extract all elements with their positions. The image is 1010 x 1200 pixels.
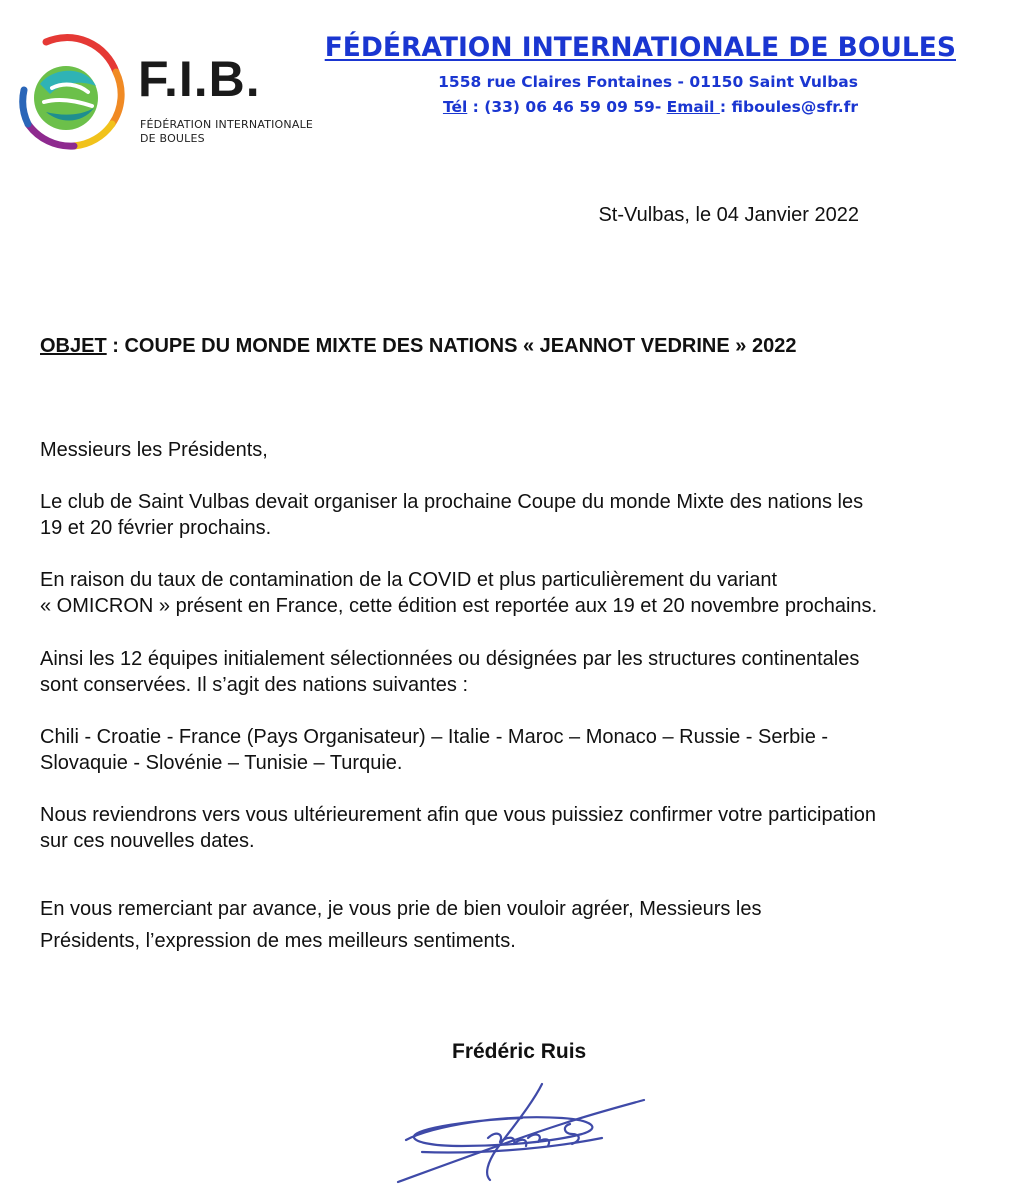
- paragraph-1: [40, 489, 995, 541]
- federation-name: FÉDÉRATION INTERNATIONALE DE BOULES: [324, 32, 956, 63]
- phone-text: : (33) 06 46 59 09 59-: [467, 98, 667, 116]
- paragraph-line: En raison du taux de contamination de la COVID et plus particulièrement du variant: [40, 569, 778, 591]
- logo-subtitle-line: DE BOULES: [140, 132, 205, 145]
- federation-contact: [443, 95, 858, 119]
- federation-address: 1558 rue Claires Fontaines - 01150 Saint Vulbas: [438, 73, 858, 91]
- letter-subject: [40, 333, 796, 359]
- closing-paragraph: [40, 893, 995, 957]
- logo-title: F.I.B.: [138, 51, 261, 107]
- paragraph-3: [40, 646, 995, 698]
- phone-label: Tél: [442, 98, 468, 116]
- subject-label: OBJET: [40, 335, 107, 357]
- paragraph-line: Présidents, l’expression de mes meilleurs sentiments.: [40, 930, 516, 952]
- subject-text: : COUPE DU MONDE MIXTE DES NATIONS « JEANNOT VEDRINE » 2022: [106, 335, 797, 357]
- logo-subtitle: [140, 118, 313, 146]
- greeting: [40, 437, 995, 463]
- paragraph-line: Ainsi les 12 équipes initialement sélectionnées ou désignées par les structures continentales: [40, 648, 860, 670]
- paragraph-line: sont conservées. Il s’agit des nations suivantes :: [40, 674, 469, 696]
- email-text: : fiboules@sfr.fr: [719, 98, 858, 116]
- paragraph-line: sur ces nouvelles dates.: [40, 830, 255, 852]
- paragraph-nations: [40, 724, 995, 776]
- paragraph-line: 19 et 20 février prochains.: [40, 517, 272, 539]
- fib-logo-icon: [16, 28, 126, 154]
- greeting-line: Messieurs les Présidents,: [40, 439, 268, 461]
- paragraph-line: En vous remerciant par avance, je vous prie de bien vouloir agréer, Messieurs les: [40, 898, 762, 920]
- paragraph-5: [40, 802, 995, 854]
- paragraph-line: Slovaquie - Slovénie – Tunisie – Turquie.: [40, 752, 403, 774]
- paragraph-line: Chili - Croatie - France (Pays Organisateur) – Italie - Maroc – Monaco – Russie - Serbie -: [40, 726, 829, 748]
- email-label: Email: [666, 98, 720, 116]
- paragraph-line: « OMICRON » présent en France, cette édition est reportée aux 19 et 20 novembre prochains.: [40, 595, 878, 617]
- handwritten-signature: [392, 1080, 654, 1186]
- signer-name: Frédéric Ruis: [452, 1040, 587, 1063]
- paragraph-2: [40, 567, 995, 619]
- paragraph-line: Nous reviendrons vers vous ultérieurement afin que vous puissiez confirmer votre participation: [40, 804, 876, 826]
- logo-subtitle-line: FÉDÉRATION INTERNATIONALE: [140, 118, 314, 131]
- letter-date: St-Vulbas, le 04 Janvier 2022: [598, 204, 859, 226]
- paragraph-line: Le club de Saint Vulbas devait organiser la prochaine Coupe du monde Mixte des nations les: [40, 491, 864, 513]
